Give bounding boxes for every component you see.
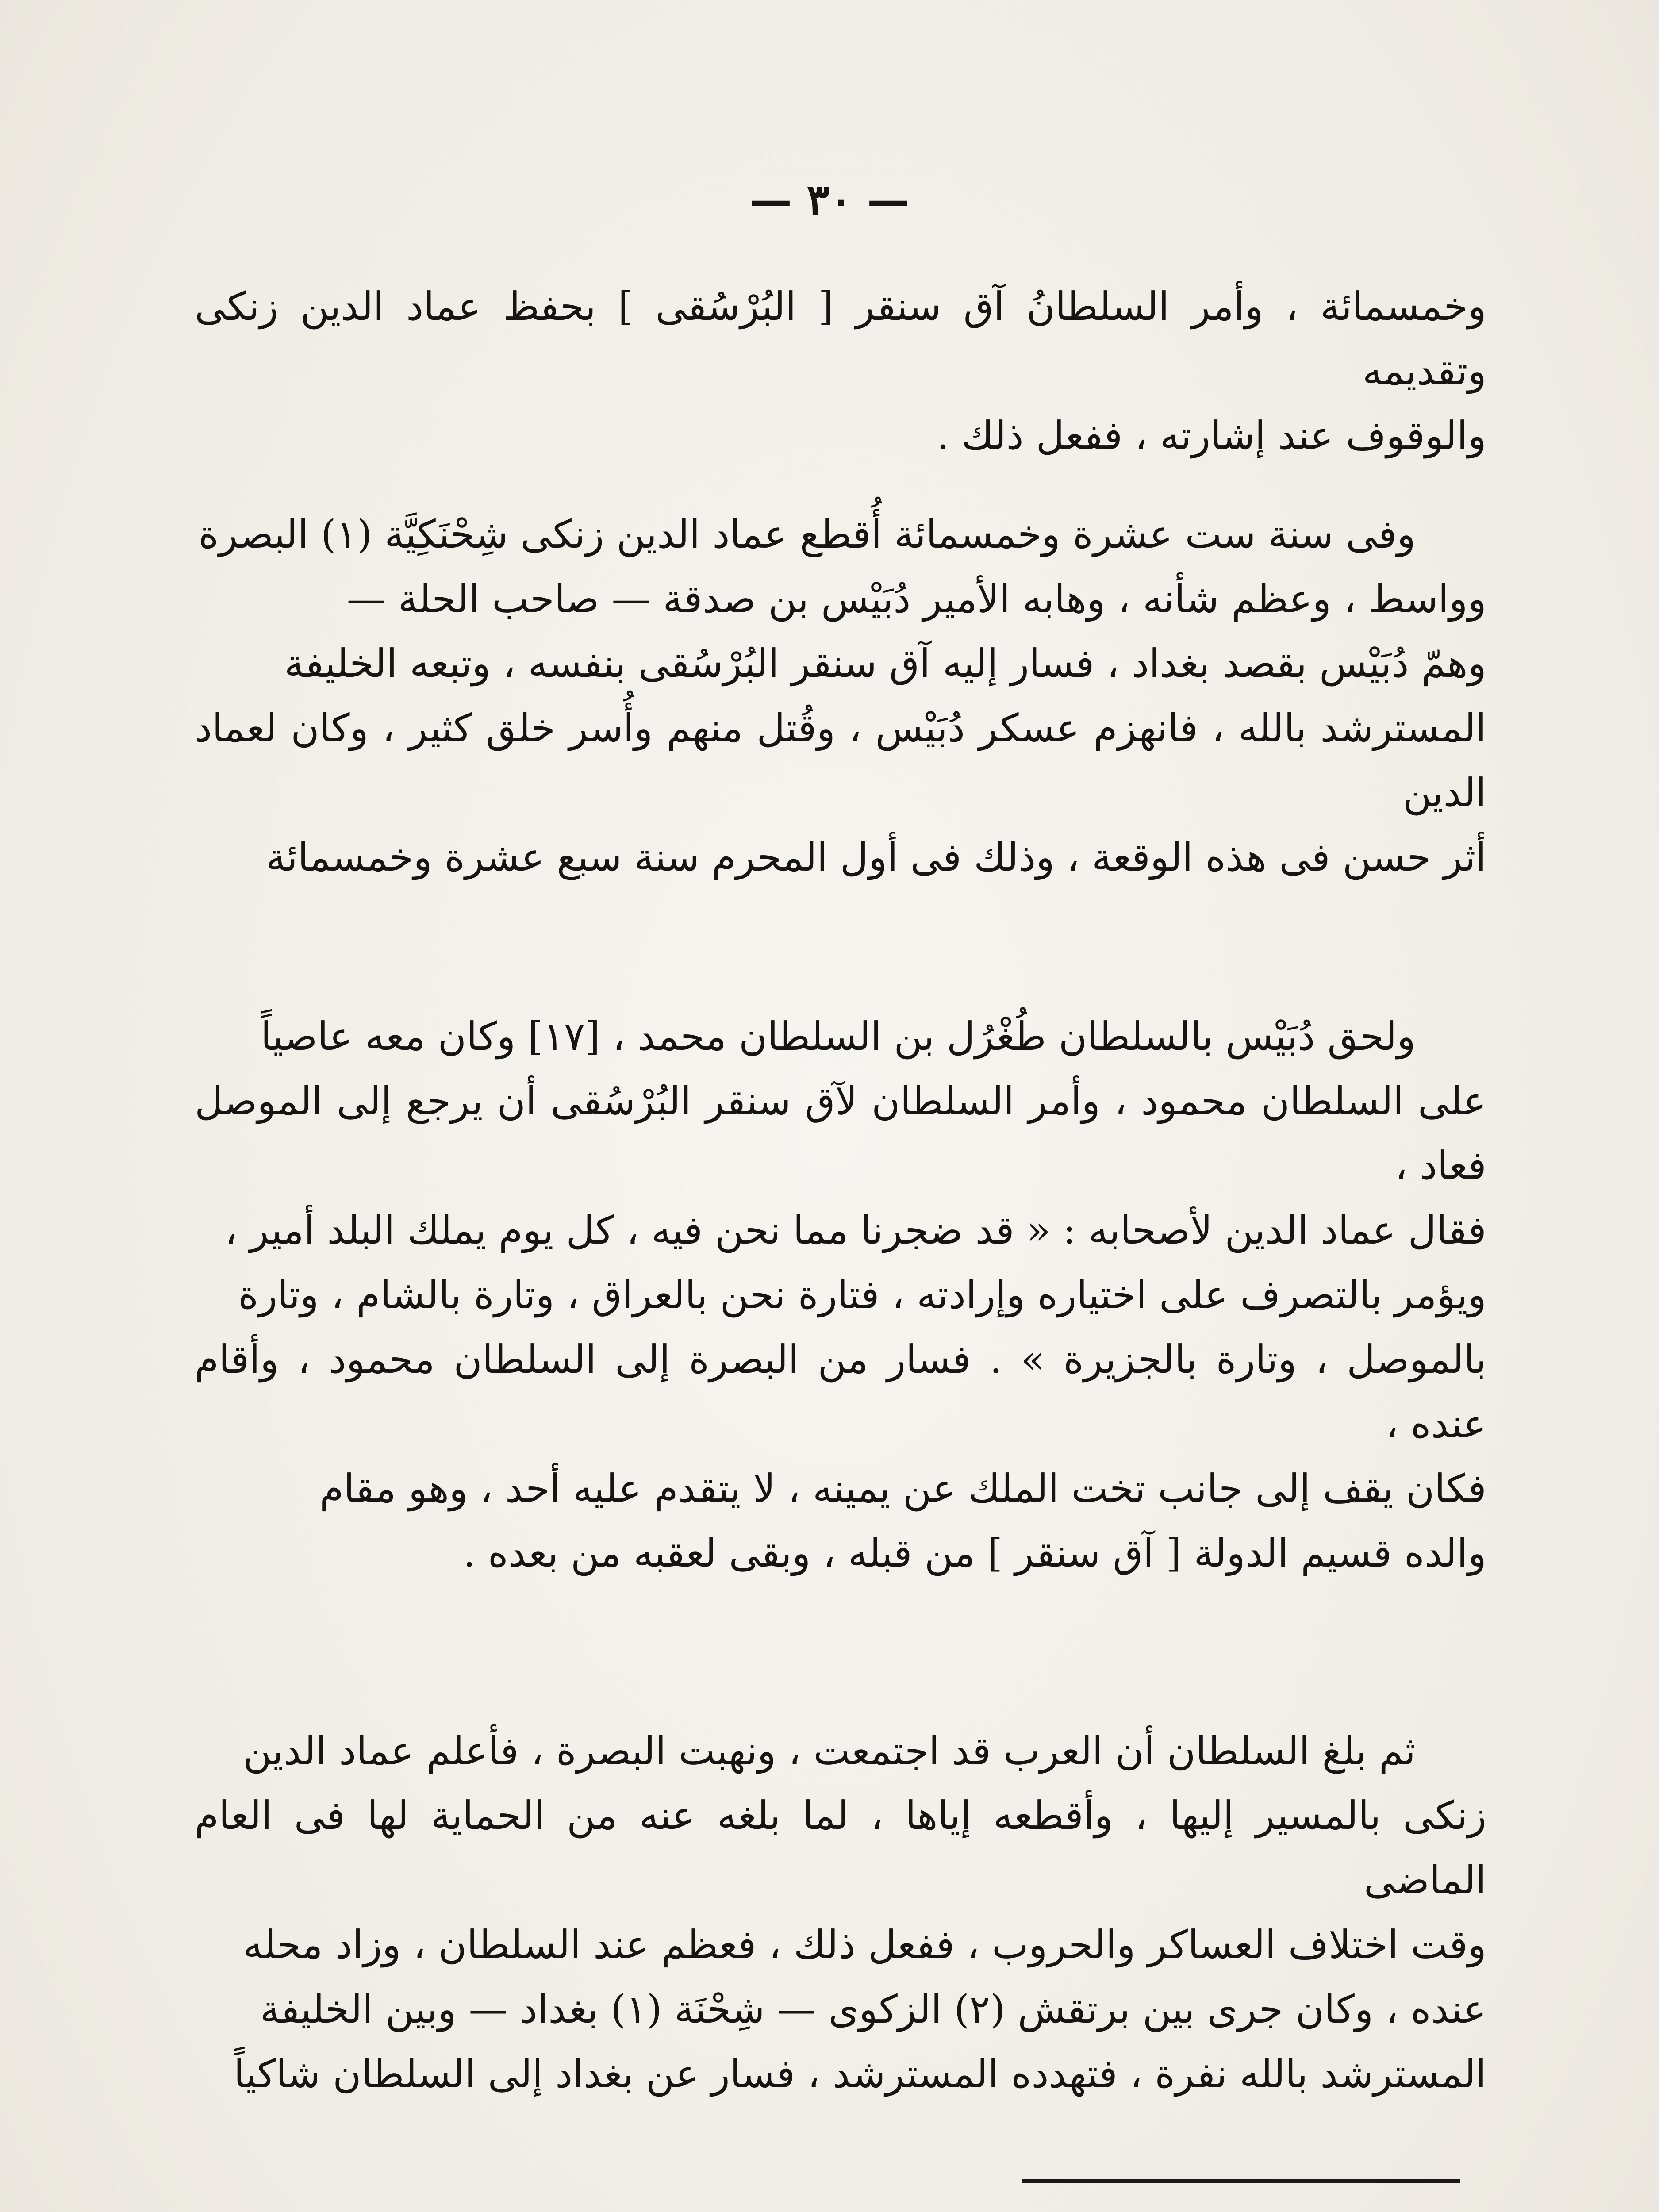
paragraph-line: ولحق دُبَيْس بالسلطان طُغْرُل بن السلطان محمد ، [١٧] وكان معه عاصياً xyxy=(261,1014,1416,1059)
paragraph-line: المسترشد بالله نفرة ، فتهدده المسترشد ، فسار عن بغداد إلى السلطان شاكياً xyxy=(234,2051,1486,2097)
paragraph-line: على السلطان محمود ، وأمر السلطان لآق سنقر البُرْسُقى أن يرجع إلى الموصل فعاد ، xyxy=(195,1078,1486,1188)
paragraph-line: زنكى بالمسير إليها ، وأقطعه إياها ، لما بلغه عنه من الحماية لها فى العام الماضى xyxy=(195,1793,1486,1903)
paragraph-4 xyxy=(195,1719,1486,2106)
paragraph-line: ويؤمر بالتصرف على اختياره وإرادته ، فتارة نحن بالعراق ، وتارة بالشام ، وتارة xyxy=(238,1272,1486,1317)
paragraph-line: المسترشد بالله ، فانهزم عسكر دُبَيْس ، وقُتل منهم وأُسر خلق كثير ، وكان لعماد الدين xyxy=(195,705,1486,815)
footnote-separator xyxy=(1022,2179,1460,2183)
paragraph-3 xyxy=(195,1004,1486,1586)
paragraph-line: عنده ، وكان جرى بين برتقش (٢) الزكوى — شِحْنَة (١) بغداد — وبين الخليفة xyxy=(260,1986,1486,2032)
paragraph-line: والوقوف عند إشارته ، ففعل ذلك . xyxy=(937,413,1486,458)
paragraph-line: وواسط ، وعظم شأنه ، وهابه الأمير دُبَيْس بن صدقة — صاحب الحلة — xyxy=(346,576,1486,622)
paragraph-line: وخمسمائة ، وأمر السلطانُ آق سنقر [ البُرْسُقى ] بحفظ عماد الدين زنكى وتقديمه xyxy=(195,284,1486,394)
paragraph-line: أثر حسن فى هذه الوقعة ، وذلك فى أول المحرم سنة سبع عشرة وخمسمائة xyxy=(266,834,1486,880)
paragraph-line: والده قسيم الدولة [ آق سنقر ] من قبله ، وبقى لعقبه من بعده . xyxy=(463,1530,1486,1576)
paragraph-line: ثم بلغ السلطان أن العرب قد اجتمعت ، ونهبت البصرة ، فأعلم عماد الدين xyxy=(243,1728,1416,1774)
page-number: — ٣٠ — xyxy=(749,175,910,225)
paragraph-line: فكان يقف إلى جانب تخت الملك عن يمينه ، لا يتقدم عليه أحد ، وهو مقام xyxy=(319,1466,1486,1511)
paragraph-line: وقت اختلاف العساكر والحروب ، ففعل ذلك ، فعظم عند السلطان ، وزاد محله xyxy=(243,1922,1486,1967)
paragraph-1 xyxy=(195,274,1486,468)
paragraph-line: بالموصل ، وتارة بالجزيرة » . فسار من البصرة إلى السلطان محمود ، وأقام عنده ، xyxy=(195,1336,1486,1447)
paragraph-line: فقال عماد الدين لأصحابه : « قد ضجرنا مما نحن فيه ، كل يوم يملك البلد أمير ، xyxy=(225,1207,1486,1253)
paragraph-line: وهمّ دُبَيْس بقصد بغداد ، فسار إليه آق سنقر البُرْسُقى بنفسه ، وتبعه الخليفة xyxy=(284,641,1486,686)
paragraph-line: وفى سنة ست عشرة وخمسمائة أُقطع عماد الدين زنكى شِحْنَكِيَّة (١) البصرة xyxy=(198,511,1416,557)
paragraph-2 xyxy=(195,502,1486,890)
